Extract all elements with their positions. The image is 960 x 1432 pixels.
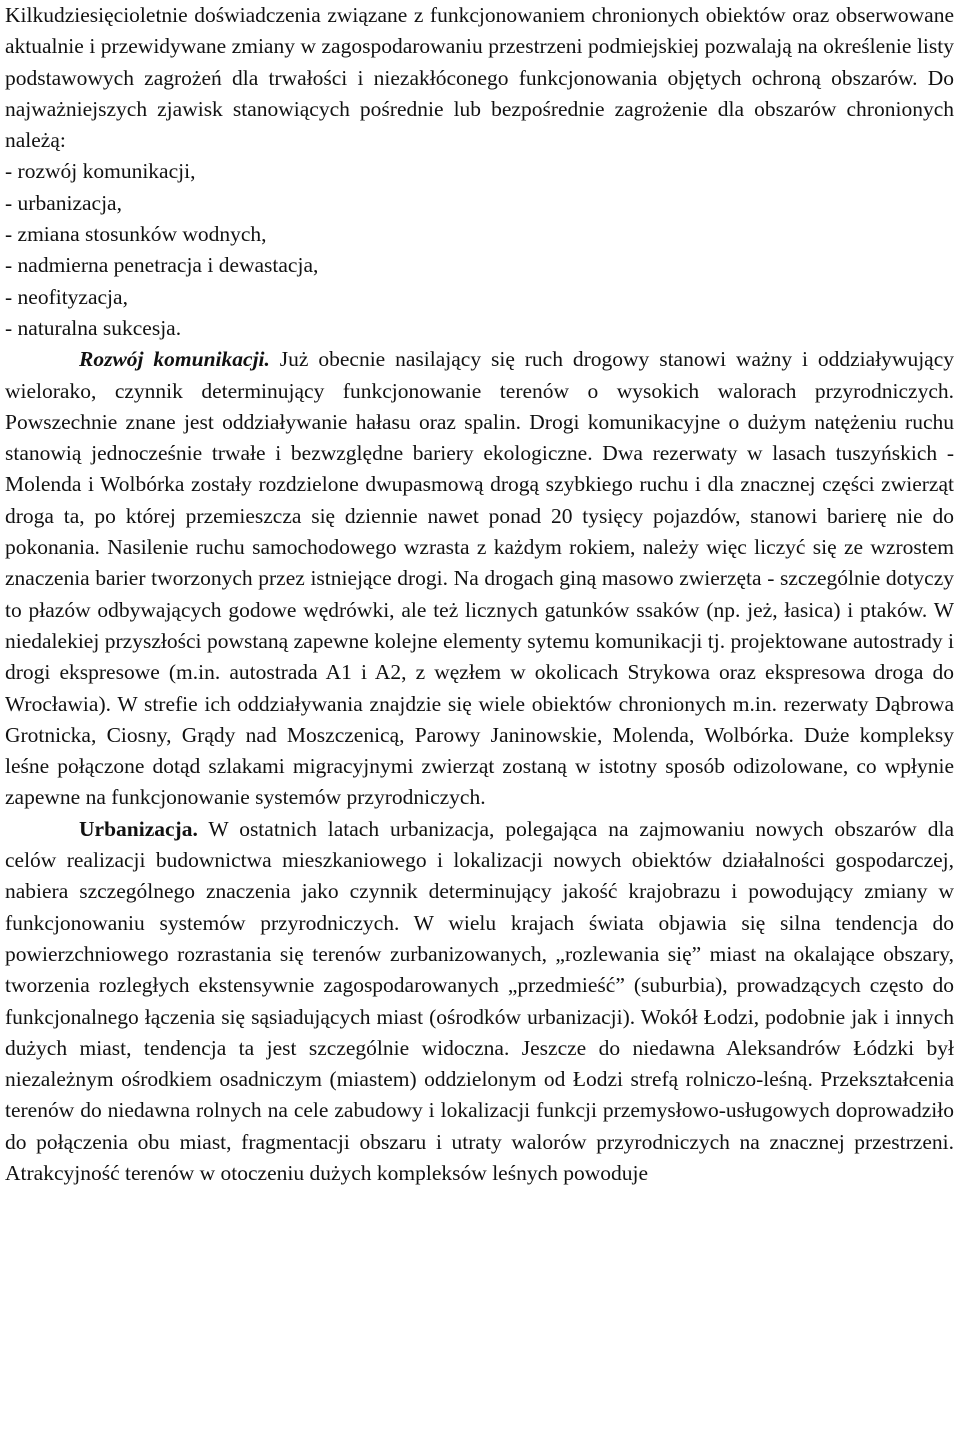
list-item: - naturalna sukcesja. <box>5 315 182 340</box>
list-item: - neofityzacja, <box>5 284 128 309</box>
list-item: - zmiana stosunków wodnych, <box>5 222 267 247</box>
intro-paragraph <box>5 0 954 156</box>
communication-heading: Rozwój komunikacji. <box>79 347 270 372</box>
communication-paragraph <box>5 344 954 813</box>
communication-text: Już obecnie nasilający się ruch drogowy stanowi ważny i oddziaływujący wielorako, czynnik determinujący funkcjonowanie terenów o wysokich walorach przyrodniczych. Powszechnie znane jest oddziaływanie hałasu oraz spalin. Drogi komunikacyjne o dużym natężeniu ruchu stanowią jednocześnie trwałe i bezwzględne bariery ekologiczne. Dwa rezerwaty w lasach tuszyńskich - Molenda i Wolbórka zostały rozdzielone dwupasmową drogą szybkiego ruchu i dla znacznej części zwierząt droga ta, po której przemieszcza się dziennie nawet ponad 20 tysięcy pojazdów, stanowi barierę nie do pokonania. Nasilenie ruchu samochodowego wzrasta z każdym rokiem, należy więc liczyć się ze wzrostem znaczenia barier tworzonych przez istniejące drogi. Na drogach giną masowo zwierzęta - szczególnie dotyczy to płazów odbywających godowe wędrówki, ale też licznych gatunków ssaków (np. jeż, łasica) i ptaków. W niedalekiej przyszłości powstaną zapewne kolejne elementy sytemu komunikacji tj. projektowane autostrady i drogi ekspresowe (m.in. autostrada A1 i A2, z węzłem w okolicach Strykowa oraz ekspresowa droga do Wrocławia). W strefie ich oddziaływania znajdzie się wiele obiektów chronionych m.in. rezerwaty Dąbrowa Grotnicka, Ciosny, Grądy nad Moszczenicą, Parowy Janinowskie, Molenda, Wolbórka. Duże kompleksy leśne połączone dotąd szlakami migracyjnymi zwierząt zostaną w istotny sposób odizolowane, co wpłynie zapewne na funkcjonowanie systemów przyrodniczych. <box>5 347 955 810</box>
list-item: - rozwój komunikacji, <box>5 159 196 184</box>
list-item: - urbanizacja, <box>5 190 122 215</box>
urbanization-paragraph <box>5 814 954 1190</box>
intro-text: Kilkudziesięcioletnie doświadczenia związane z funkcjonowaniem chronionych obiektów oraz obserwowane aktualnie i przewidywane zmiany w zagospodarowaniu przestrzeni podmiejskiej pozwalają na określenie listy podstawowych zagrożeń dla trwałości i niezakłóconego funkcjonowania objętych ochroną obszarów. Do najważniejszych zjawisk stanowiących pośrednie lub bezpośrednie zagrożenie dla obszarów chronionych należą: <box>5 3 954 153</box>
urbanization-text: W ostatnich latach urbanizacja, polegająca na zajmowaniu nowych obszarów dla celów realizacji budownictwa mieszkaniowego i lokalizacji nowych obiektów działalności gospodarczej, nabiera szczególnego znaczenia jako czynnik determinujący jakość krajobrazu i powodujący zmiany w funkcjonowaniu systemów przyrodniczych. W wielu krajach świata objawia się silna tendencja do powierzchniowego rozrastania się terenów zurbanizowanych, „rozlewania się” miast na okalające obszary, tworzenia rozległych ekstensywnie zagospodarowanych „przedmieść” (suburbia), prowadzących często do funkcjonalnego łączenia się sąsiadujących miast (ośrodków urbanizacji). Wokół Łodzi, podobnie jak i innych dużych miast, tendencja ta jest szczególnie widoczna. Jeszcze do niedawna Aleksandrów Łódzki był niezależnym ośrodkiem osadniczym (miastem) oddzielonym od Łodzi strefą rolniczo-leśną. Przekształcenia terenów do niedawna rolnych na cele zabudowy i lokalizacji funkcji przemysłowo-usługowych doprowadziło do połączenia obu miast, fragmentacji obszaru i utraty walorów przyrodniczych na znacznej przestrzeni. Atrakcyjność terenów w otoczeniu dużych kompleksów leśnych powoduje <box>5 816 954 1185</box>
urbanization-heading: Urbanizacja. <box>79 816 198 841</box>
list-item: - nadmierna penetracja i dewastacja, <box>5 253 319 278</box>
threats-list <box>5 156 954 344</box>
